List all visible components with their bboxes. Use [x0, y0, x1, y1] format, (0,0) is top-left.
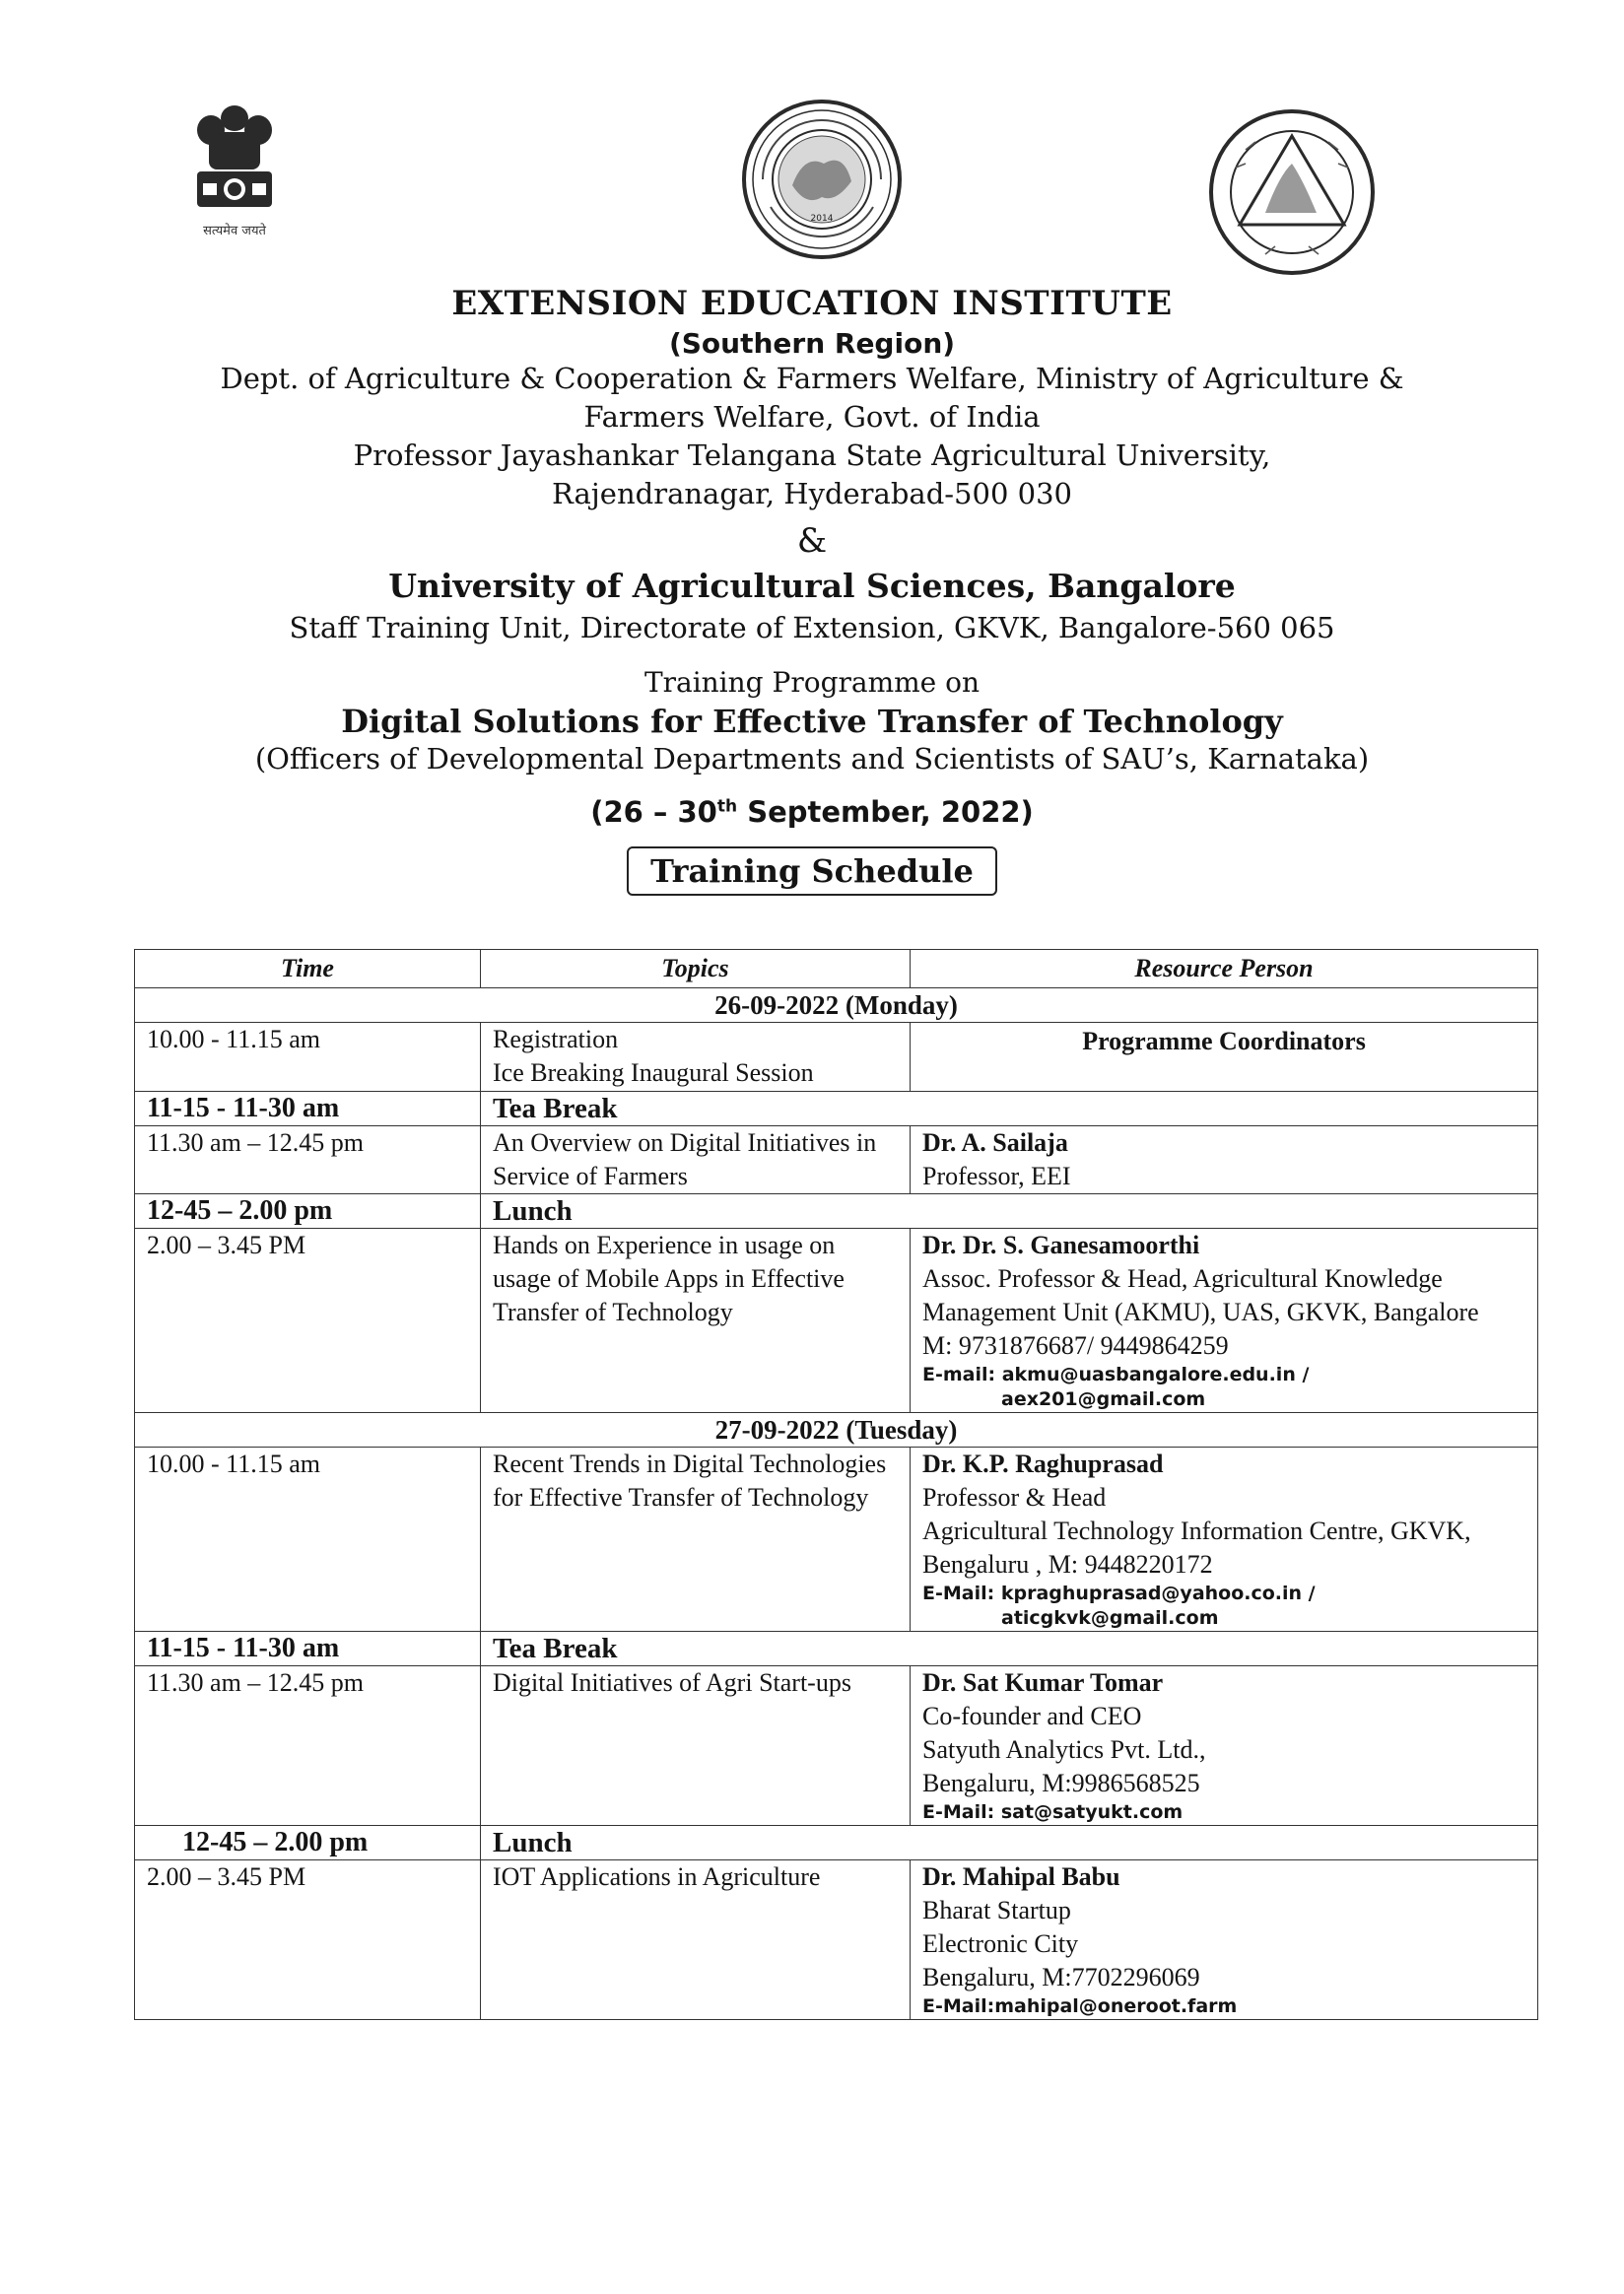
person-phone: M: 9731876687/ 9449864259 — [922, 1331, 1229, 1360]
person-email: aex201@gmail.com — [1001, 1388, 1206, 1410]
person-detail: Assoc. Professor & Head, Agricultural Knowledge Management Unit (AKMU), UAS, GKVK, Bangalore — [922, 1264, 1479, 1326]
region-subtitle: (Southern Region) — [668, 327, 956, 360]
ampersand: & — [796, 521, 828, 561]
person-name: Dr. Sat Kumar Tomar — [922, 1668, 1164, 1697]
col-header-resource: Resource Person — [911, 950, 1538, 988]
university-line-2: Rajendranagar, Hyderabad-500 030 — [552, 477, 1072, 510]
pjtsau-year: 2014 — [810, 214, 834, 224]
break-time: 12-45 – 2.00 pm — [135, 1194, 481, 1229]
col-header-time: Time — [135, 950, 481, 988]
session-topic: IOT Applications in Agriculture — [481, 1860, 911, 2020]
table-row — [135, 1023, 1538, 1092]
break-time: 12-45 – 2.00 pm — [135, 1826, 481, 1860]
programme-dates — [0, 795, 1624, 829]
person-detail: Bharat Startup — [922, 1896, 1071, 1924]
break-row — [135, 1826, 1538, 1860]
break-label: Tea Break — [481, 1092, 1538, 1126]
resource-person — [911, 1448, 1538, 1632]
document-header — [0, 284, 1624, 896]
person-phone: Bengaluru, M:9986568525 — [922, 1769, 1200, 1797]
person-detail: Satyuth Analytics Pvt. Ltd., — [922, 1735, 1206, 1764]
pjtsau-seal-logo — [741, 99, 904, 261]
topic-line: Registration — [493, 1025, 619, 1053]
person-email: E-Mail: sat@satyukt.com — [922, 1801, 1184, 1823]
session-time: 11.30 am – 12.45 pm — [135, 1666, 481, 1826]
resource-person — [911, 1666, 1538, 1826]
table-row — [135, 1126, 1538, 1194]
schedule-table — [134, 949, 1538, 2020]
session-time: 10.00 - 11.15 am — [135, 1023, 481, 1092]
table-row — [135, 1448, 1538, 1632]
resource-person — [911, 1126, 1538, 1194]
table-row — [135, 1860, 1538, 2020]
ashoka-emblem-logo — [175, 97, 294, 244]
programme-title: Digital Solutions for Effective Transfer of Technology — [341, 703, 1283, 740]
session-time: 10.00 - 11.15 am — [135, 1448, 481, 1632]
uas-unit-line: Staff Training Unit, Directorate of Extension, GKVK, Bangalore-560 065 — [289, 611, 1335, 644]
dates-suffix: th — [716, 796, 738, 817]
person-detail: Professor, EEI — [922, 1162, 1071, 1190]
break-row — [135, 1092, 1538, 1126]
dept-line-1: Dept. of Agriculture & Cooperation & Farmers Welfare, Ministry of Agriculture & — [220, 362, 1404, 395]
session-time: 11.30 am – 12.45 pm — [135, 1126, 481, 1194]
day-label: 27-09-2022 (Tuesday) — [135, 1413, 1538, 1448]
session-time: 2.00 – 3.45 PM — [135, 1229, 481, 1413]
break-row — [135, 1632, 1538, 1666]
schedule-heading: Training Schedule — [627, 846, 997, 896]
resource-person — [911, 1860, 1538, 2020]
day-row-1 — [135, 988, 1538, 1023]
break-time: 11-15 - 11-30 am — [135, 1092, 481, 1126]
person-detail: Professor & Head — [922, 1483, 1107, 1512]
dates-start: (26 – 30 — [590, 795, 717, 829]
session-topic: An Overview on Digital Initiatives in Service of Farmers — [481, 1126, 911, 1194]
programme-audience: (Officers of Developmental Departments and Scientists of SAU’s, Karnataka) — [254, 742, 1370, 776]
break-time: 11-15 - 11-30 am — [135, 1632, 481, 1666]
university-line-1: Professor Jayashankar Telangana State Agricultural University, — [353, 439, 1271, 472]
session-time: 2.00 – 3.45 PM — [135, 1860, 481, 2020]
resource-person — [911, 1229, 1538, 1413]
uas-seal-logo — [1206, 106, 1379, 279]
institute-title: EXTENSION EDUCATION INSTITUTE — [451, 284, 1173, 323]
person-email: aticgkvk@gmail.com — [1001, 1607, 1219, 1629]
col-header-topics: Topics — [481, 950, 911, 988]
break-label: Lunch — [481, 1194, 1538, 1229]
person-detail: Agricultural Technology Information Centre, GKVK, Bengaluru , M: 9448220172 — [922, 1517, 1471, 1579]
break-label: Tea Break — [481, 1632, 1538, 1666]
person-email: E-Mail: kpraghuprasad@yahoo.co.in / — [922, 1583, 1316, 1604]
break-row — [135, 1194, 1538, 1229]
session-topic: Recent Trends in Digital Technologies for Effective Transfer of Technology — [481, 1448, 911, 1632]
session-topic: Hands on Experience in usage on usage of Mobile Apps in Effective Transfer of Technology — [481, 1229, 911, 1413]
dept-line-2: Farmers Welfare, Govt. of India — [583, 400, 1041, 434]
person-email: E-Mail:mahipal@oneroot.farm — [922, 1995, 1238, 2017]
person-name: Dr. K.P. Raghuprasad — [922, 1450, 1164, 1478]
table-header-row — [135, 950, 1538, 988]
person-name: Dr. Mahipal Babu — [922, 1862, 1120, 1891]
break-label: Lunch — [481, 1826, 1538, 1860]
programme-intro: Training Programme on — [643, 666, 981, 699]
session-topic: Digital Initiatives of Agri Start-ups — [481, 1666, 911, 1826]
person-name: Programme Coordinators — [1082, 1027, 1366, 1055]
ashoka-motto: सत्यमेव जयते — [203, 224, 266, 238]
table-row — [135, 1666, 1538, 1826]
topic-line: Ice Breaking Inaugural Session — [493, 1058, 814, 1087]
dates-end: September, 2022) — [737, 795, 1034, 829]
person-name: Dr. A. Sailaja — [922, 1128, 1068, 1157]
uas-title: University of Agricultural Sciences, Bangalore — [388, 567, 1236, 605]
person-email: E-mail: akmu@uasbangalore.edu.in / — [922, 1364, 1310, 1385]
person-detail: Electronic City — [922, 1929, 1079, 1958]
person-name: Dr. Dr. S. Ganesamoorthi — [922, 1231, 1200, 1259]
session-topic — [481, 1023, 911, 1092]
resource-person — [911, 1023, 1538, 1092]
table-row — [135, 1229, 1538, 1413]
person-detail: Co-founder and CEO — [922, 1702, 1142, 1730]
person-phone: Bengaluru, M:7702296069 — [922, 1963, 1200, 1991]
day-row-2 — [135, 1413, 1538, 1448]
day-label: 26-09-2022 (Monday) — [135, 988, 1538, 1023]
